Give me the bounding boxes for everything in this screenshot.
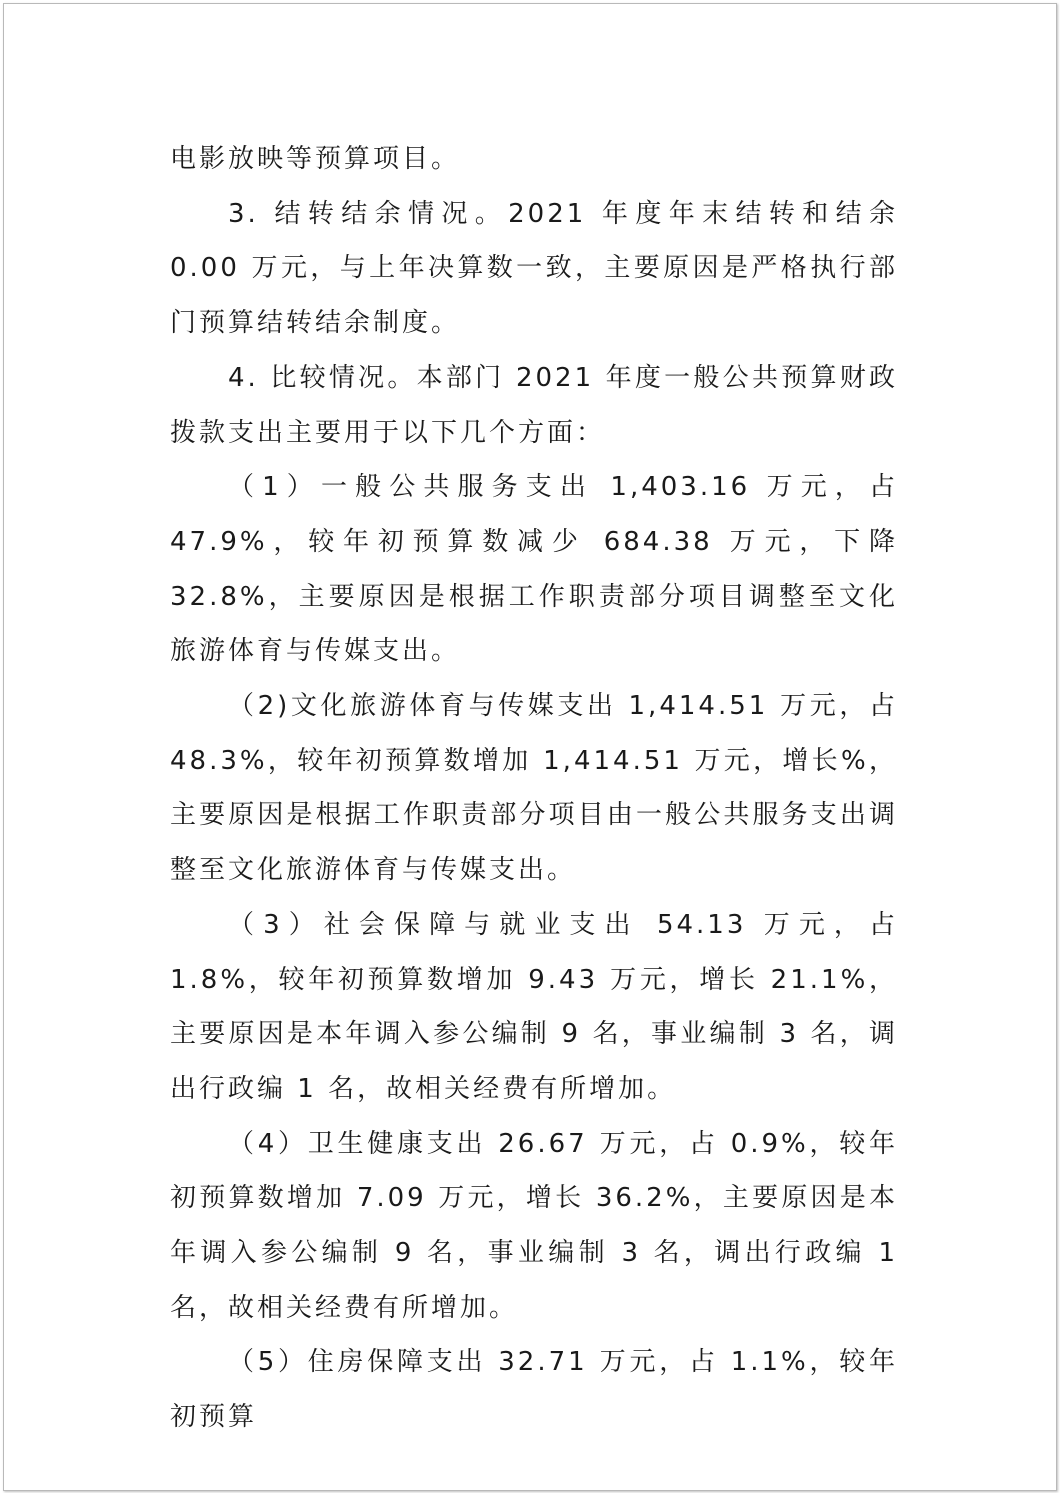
paragraph-continuation: 电影放映等预算项目。: [170, 144, 461, 174]
document-page: [3, 3, 1057, 1491]
paragraph-item-3: （3）社会保障与就业支出 54.13 万元，占 1.8%，较年初预算数增加 9.43 万元，增长 21.1%，主要原因是本年调入参公编制 9 名，事业编制 3 名，调出行政编 1 名，故相关经费有所增加。: [170, 909, 898, 1104]
paragraph-carryover: 3. 结转结余情况。2021 年度年末结转和结余 0.00 万元，与上年决算数一致，主要原因是严格执行部门预算结转结余制度。: [170, 198, 898, 339]
document-body: [170, 132, 898, 1445]
paragraph-item-4: （4）卫生健康支出 26.67 万元，占 0.9%，较年初预算数增加 7.09 万元，增长 36.2%，主要原因是本年调入参公编制 9 名，事业编制 3 名，调出行政编 1 名，故相关经费有所增加。: [170, 1128, 898, 1323]
paragraph-item-5: （5）住房保障支出 32.71 万元，占 1.1%，较年初预算: [170, 1347, 898, 1433]
paragraph-item-1: （1）一般公共服务支出 1,403.16 万元，占 47.9%，较年初预算数减少 684.38 万元，下降 32.8%，主要原因是根据工作职责部分项目调整至文化旅游体育与传媒支出。: [170, 472, 898, 667]
paragraph-item-2: （2)文化旅游体育与传媒支出 1,414.51 万元，占 48.3%，较年初预算数增加 1,414.51 万元，增长%，主要原因是根据工作职责部分项目由一般公共服务支出调整至文化旅游体育与传媒支出。: [170, 691, 898, 886]
paragraph-comparison: 4. 比较情况。本部门 2021 年度一般公共预算财政拨款支出主要用于以下几个方面：: [170, 362, 898, 448]
